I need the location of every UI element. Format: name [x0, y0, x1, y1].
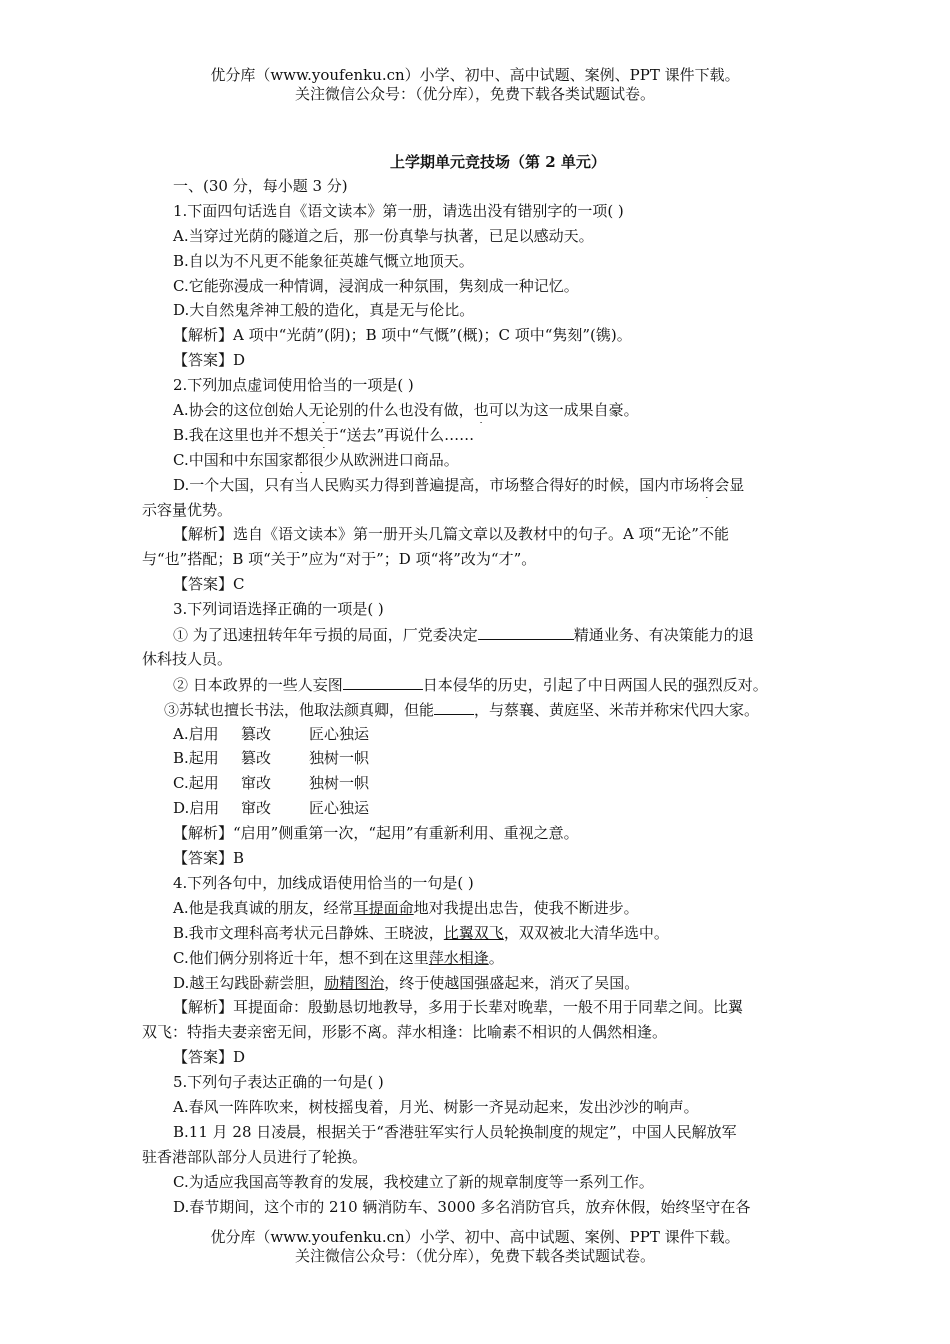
- q4-option-c: [142, 946, 814, 971]
- page-title: 上学期单元竞技场（第 2 单元）: [390, 153, 606, 171]
- q1-answer: 【答案】D: [173, 351, 246, 370]
- q2-c-dotted-word: 都: [293, 450, 309, 469]
- q4-option-d: [142, 971, 814, 996]
- q3-analysis: 【解析】“启用”侧重第一次，“起用”有重新利用、重视之意。: [173, 824, 579, 843]
- q2-a-text: A.协会的这位创始人: [173, 401, 309, 420]
- q5-option-c: C.为适应我国高等教育的发展，我校建立了新的规章制度等一系列工作。: [173, 1172, 654, 1191]
- q5-option-a: A.春风一阵阵吹来，树枝摇曳着，月光、树影一齐晃动起来，发出沙沙的响声。: [173, 1097, 699, 1116]
- fill-blank: [478, 622, 574, 640]
- q2-analysis-cont: 与“也”搭配；B 项“关于”应为“对于”；D 项“将”改为“才”。: [142, 550, 537, 569]
- q2-b-dotted-word: 关于: [308, 425, 339, 444]
- q1-option-a: A.当穿过光荫的隧道之后，那一份真挚与执著，已足以感动天。: [173, 226, 594, 245]
- q5-option-b: B.11 月 28 日凌晨，根据关于“香港驻军实行人员轮换制度的规定”，中国人民解放军: [173, 1122, 737, 1141]
- q4-option-a: [142, 896, 814, 921]
- q3-option-cell: C.起用: [173, 774, 219, 793]
- q4-a-text: 地对我提出忠告，使我不断进步。: [413, 898, 639, 917]
- q4-a-text: A.他是我真诚的朋友，经常: [173, 898, 354, 917]
- q3-sentence-1-cont: 休科技人员。: [142, 649, 233, 668]
- q2-a-dotted-word: 也: [473, 401, 489, 420]
- footer-line-1: 优分库（www.youfenku.cn）小学、初中、高中试题、案例、PPT 课件下载。: [210, 1228, 740, 1246]
- q5-option-d: D.春节期间，这个市的 210 辆消防车、3000 多名消防官兵，放弃休假，始终坚守在各: [173, 1197, 751, 1216]
- q5-option-b-cont: 驻香港部队部分人员进行了轮换。: [142, 1147, 368, 1166]
- q1-option-c: C.它能弥漫成一种情调，浸润成一种氛围，隽刻成一种记忆。: [173, 276, 579, 295]
- q3-s3-text: ，与蔡襄、黄庭坚、米芾并称宋代四大家。: [474, 700, 760, 719]
- q2-option-d: [142, 473, 814, 498]
- q3-option-cell: A.启用: [173, 724, 219, 743]
- q2-option-b: [142, 423, 814, 448]
- q3-option-cell: B.起用: [173, 749, 219, 768]
- q2-c-text: 很少从欧洲进口商品。: [308, 450, 459, 469]
- q2-c-text: C.中国和中东国家: [173, 450, 294, 469]
- q3-option-a: [142, 722, 814, 747]
- q3-option-cell: 窜改: [241, 774, 272, 793]
- q4-b-idiom: 比翼双飞: [443, 923, 504, 942]
- q2-d-dotted-word: 将: [699, 475, 715, 494]
- q3-option-cell: 篡改: [241, 724, 272, 743]
- q4-a-idiom: 耳提面命: [353, 898, 414, 917]
- q2-option-d-cont: 示容量优势。: [142, 500, 233, 519]
- q3-option-cell: 独树一帜: [309, 749, 370, 768]
- q3-option-b: [142, 746, 814, 771]
- q3-option-cell: 窜改: [241, 799, 272, 818]
- q3-s2-text: 日本侵华的历史，引起了中日两国人民的强烈反对。: [422, 675, 768, 694]
- q4-d-idiom: 励精图治: [324, 973, 385, 992]
- q3-sentence-3: [142, 697, 814, 722]
- q3-s3-text: ③苏轼也擅长书法，他取法颜真卿，但能: [164, 700, 435, 719]
- q3-s1-text: 精通业务、有决策能力的退: [573, 626, 754, 645]
- q3-answer: 【答案】B: [173, 849, 245, 868]
- q4-analysis-cont: 双飞：特指夫妻亲密无间，形影不离。萍水相逢：比喻素不相识的人偶然相逢。: [142, 1023, 668, 1042]
- q3-sentence-2: [142, 672, 814, 697]
- q4-c-idiom: 萍水相逢: [428, 948, 489, 967]
- page-footer: [0, 1228, 950, 1266]
- header-line-1: 优分库（www.youfenku.cn）小学、初中、高中试题、案例、PPT 课件下载。: [210, 66, 740, 84]
- q4-stem: 4.下列各句中，加线成语使用恰当的一句是( ): [173, 873, 474, 892]
- page-header: [0, 66, 950, 104]
- q4-d-text: D.越王勾践卧薪尝胆，: [173, 973, 325, 992]
- q2-a-text: 别的什么也没有做，: [338, 401, 474, 420]
- q3-option-cell: 篡改: [241, 749, 272, 768]
- q3-option-cell: 独树一帜: [309, 774, 370, 793]
- q1-stem: 1.下面四句话选自《语文读本》第一册，请选出没有错别字的一项( ): [173, 201, 624, 220]
- q3-s1-text: ① 为了迅速扭转年年亏损的局面，厂党委决定: [173, 626, 478, 645]
- q3-option-cell: D.启用: [173, 799, 220, 818]
- q1-option-b: B.自以为不凡更不能象征英雄气慨立地顶天。: [173, 251, 474, 270]
- section-heading: 一、(30 分，每小题 3 分): [173, 177, 348, 195]
- q2-d-text: D.一个大国，只有当人民购买力得到普遍提高，市场整合得好的时候，国内市场: [173, 475, 700, 494]
- fill-blank: [434, 697, 474, 715]
- q4-c-text: C.他们俩分别将近十年，想不到在这里: [173, 948, 429, 967]
- q3-sentence-1: [142, 622, 814, 647]
- q1-analysis: 【解析】A 项中“光荫”(阴)；B 项中“气慨”(概)；C 项中“隽刻”(镌)。: [173, 326, 632, 345]
- q5-stem: 5.下列句子表达正确的一句是( ): [173, 1073, 384, 1092]
- q2-b-text: B.我在这里也并不想: [173, 425, 309, 444]
- q4-option-b: [142, 921, 814, 946]
- q3-option-c: [142, 771, 814, 796]
- q4-d-text: ，终于使越国强盛起来，消灭了吴国。: [384, 973, 640, 992]
- q2-a-dotted-word: 无论: [308, 401, 339, 420]
- q4-b-text: B.我市文理科高考状元吕静姝、王晓波，: [173, 923, 444, 942]
- q4-answer: 【答案】D: [173, 1048, 246, 1067]
- header-line-2: 关注微信公众号：（优分库），免费下载各类试题试卷。: [294, 85, 655, 103]
- q3-stem: 3.下列词语选择正确的一项是( ): [173, 600, 384, 619]
- q3-option-cell: 匠心独运: [309, 799, 370, 818]
- q2-a-text: 可以为这一成果自豪。: [488, 401, 639, 420]
- q1-option-d: D.大自然鬼斧神工般的造化，真是无与伦比。: [173, 301, 475, 320]
- q2-b-text: “送去”再说什么……: [338, 425, 475, 444]
- q2-analysis: 【解析】选自《语文读本》第一册开头几篇文章以及教材中的句子。A 项“无论”不能: [173, 525, 729, 544]
- q2-option-c: [142, 448, 814, 473]
- q3-option-cell: 匠心独运: [309, 724, 370, 743]
- q2-stem: 2.下列加点虚词使用恰当的一项是( ): [173, 376, 414, 395]
- q4-analysis: 【解析】耳提面命：殷勤恳切地教导，多用于长辈对晚辈，一般不用于同辈之间。比翼: [173, 998, 744, 1017]
- fill-blank: [343, 672, 423, 690]
- footer-line-2: 关注微信公众号：（优分库），免费下载各类试题试卷。: [294, 1247, 655, 1265]
- q2-answer: 【答案】C: [173, 575, 245, 594]
- q4-b-text: ，双双被北大清华选中。: [503, 923, 669, 942]
- q4-c-text: 。: [488, 948, 504, 967]
- q3-s2-text: ② 日本政界的一些人妄图: [173, 675, 343, 694]
- q2-d-text: 会显: [714, 475, 745, 494]
- q3-option-d: [142, 796, 814, 821]
- document-body: [142, 150, 814, 1219]
- q2-option-a: [142, 398, 814, 423]
